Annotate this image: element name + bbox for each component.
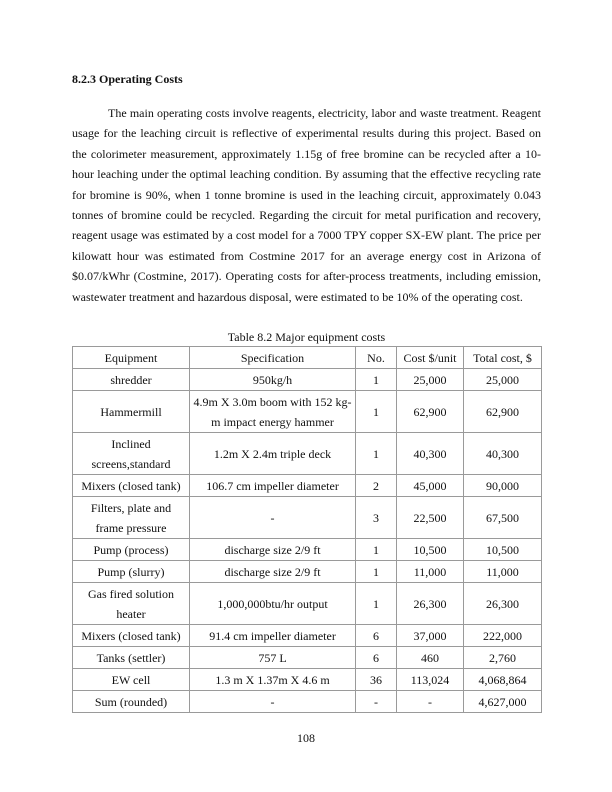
cell-cost-per-unit: 40,300 [397, 433, 464, 475]
cell-specification: - [190, 691, 356, 713]
cell-cost-per-unit: 26,300 [397, 583, 464, 625]
cell-total-cost: 2,760 [464, 647, 542, 669]
table-row [73, 391, 542, 433]
cell-equipment: Pump (process) [73, 539, 190, 561]
table-row [73, 647, 542, 669]
cell-equipment: Hammermill [73, 391, 190, 433]
cell-equipment: EW cell [73, 669, 190, 691]
table-row [73, 561, 542, 583]
cell-equipment: Gas fired solution heater [73, 583, 190, 625]
cell-total-cost: 222,000 [464, 625, 542, 647]
cell-total-cost: 62,900 [464, 391, 542, 433]
cell-number: 1 [356, 561, 397, 583]
cell-cost-per-unit: - [397, 691, 464, 713]
cell-equipment: Sum (rounded) [73, 691, 190, 713]
cell-cost-per-unit: 22,500 [397, 497, 464, 539]
table-row [73, 625, 542, 647]
cell-equipment: Pump (slurry) [73, 561, 190, 583]
header-cost-per-unit: Cost $/unit [397, 347, 464, 369]
cell-number: 1 [356, 391, 397, 433]
cell-equipment: Inclined screens,standard [73, 433, 190, 475]
cell-cost-per-unit: 62,900 [397, 391, 464, 433]
cell-cost-per-unit: 25,000 [397, 369, 464, 391]
cell-total-cost: 26,300 [464, 583, 542, 625]
body-paragraph: The main operating costs involve reagents, electricity, labor and waste treatment. Reagent usage for the leaching circuit is reflective of experimental results during this project. Based on the colorimeter measurement, approximately 1.15g of free bromine can be recycled after a 10-hour leaching under the optimal leaching condition. By assuming that the effective recycling rate for bromine is 90%, when 1 tonne bromine is used in the leaching circuit, approximately 0.043 tonnes of bromine could be recycled. Regarding the circuit for metal purification and recovery, reagent usage was estimated by a cost model for a 7000 TPY copper SX-EW plant. The price per kilowatt hour was estimated from Costmine 2017 for an average energy cost in Arizona of $0.07/kWhr (Costmine, 2017). Operating costs for after-process treatments, including emission, wastewater treatment and hazardous disposal, were estimated to be 10% of the operating cost. [72, 106, 541, 304]
cell-number: 1 [356, 369, 397, 391]
table-row [73, 497, 542, 539]
cell-specification: 950kg/h [190, 369, 356, 391]
cell-equipment: Mixers (closed tank) [73, 625, 190, 647]
table-caption: Table 8.2 Major equipment costs [227, 330, 386, 344]
cell-cost-per-unit: 113,024 [397, 669, 464, 691]
cell-number: 1 [356, 433, 397, 475]
cell-total-cost: 10,500 [464, 539, 542, 561]
cell-equipment: shredder [73, 369, 190, 391]
header-specification: Specification [190, 347, 356, 369]
cell-equipment: Mixers (closed tank) [73, 475, 190, 497]
table-row [73, 475, 542, 497]
cell-cost-per-unit: 45,000 [397, 475, 464, 497]
cell-specification: - [190, 497, 356, 539]
cell-number: 6 [356, 647, 397, 669]
cell-specification: discharge size 2/9 ft [190, 561, 356, 583]
table-row [73, 369, 542, 391]
cell-specification: 4.9m X 3.0m boom with 152 kg-m impact energy hammer [190, 391, 356, 433]
table-row [73, 669, 542, 691]
cell-number: 6 [356, 625, 397, 647]
cell-cost-per-unit: 11,000 [397, 561, 464, 583]
cell-equipment: Tanks (settler) [73, 647, 190, 669]
table-row [73, 539, 542, 561]
section-heading: 8.2.3 Operating Costs [72, 72, 183, 86]
cell-specification: 106.7 cm impeller diameter [190, 475, 356, 497]
cell-cost-per-unit: 10,500 [397, 539, 464, 561]
page-number: 108 [297, 731, 315, 745]
cell-number: 1 [356, 539, 397, 561]
cell-specification: 1,000,000btu/hr output [190, 583, 356, 625]
cell-cost-per-unit: 460 [397, 647, 464, 669]
cell-total-cost: 11,000 [464, 561, 542, 583]
cell-cost-per-unit: 37,000 [397, 625, 464, 647]
header-number: No. [356, 347, 397, 369]
cell-total-cost: 4,068,864 [464, 669, 542, 691]
cell-specification: 1.2m X 2.4m triple deck [190, 433, 356, 475]
cell-total-cost: 25,000 [464, 369, 542, 391]
cell-total-cost: 90,000 [464, 475, 542, 497]
cell-specification: 91.4 cm impeller diameter [190, 625, 356, 647]
cell-number: 36 [356, 669, 397, 691]
cell-number: 1 [356, 583, 397, 625]
cell-number: 3 [356, 497, 397, 539]
cell-number: 2 [356, 475, 397, 497]
cell-specification: discharge size 2/9 ft [190, 539, 356, 561]
table-row [73, 583, 542, 625]
cell-total-cost: 4,627,000 [464, 691, 542, 713]
cell-equipment: Filters, plate and frame pressure [73, 497, 190, 539]
table-row [73, 433, 542, 475]
equipment-cost-table [72, 346, 542, 713]
cell-number: - [356, 691, 397, 713]
header-total-cost: Total cost, $ [464, 347, 542, 369]
table-header-row [73, 347, 542, 369]
table-row-sum [73, 691, 542, 713]
header-equipment: Equipment [73, 347, 190, 369]
cell-specification: 757 L [190, 647, 356, 669]
cell-specification: 1.3 m X 1.37m X 4.6 m [190, 669, 356, 691]
cell-total-cost: 40,300 [464, 433, 542, 475]
cell-total-cost: 67,500 [464, 497, 542, 539]
